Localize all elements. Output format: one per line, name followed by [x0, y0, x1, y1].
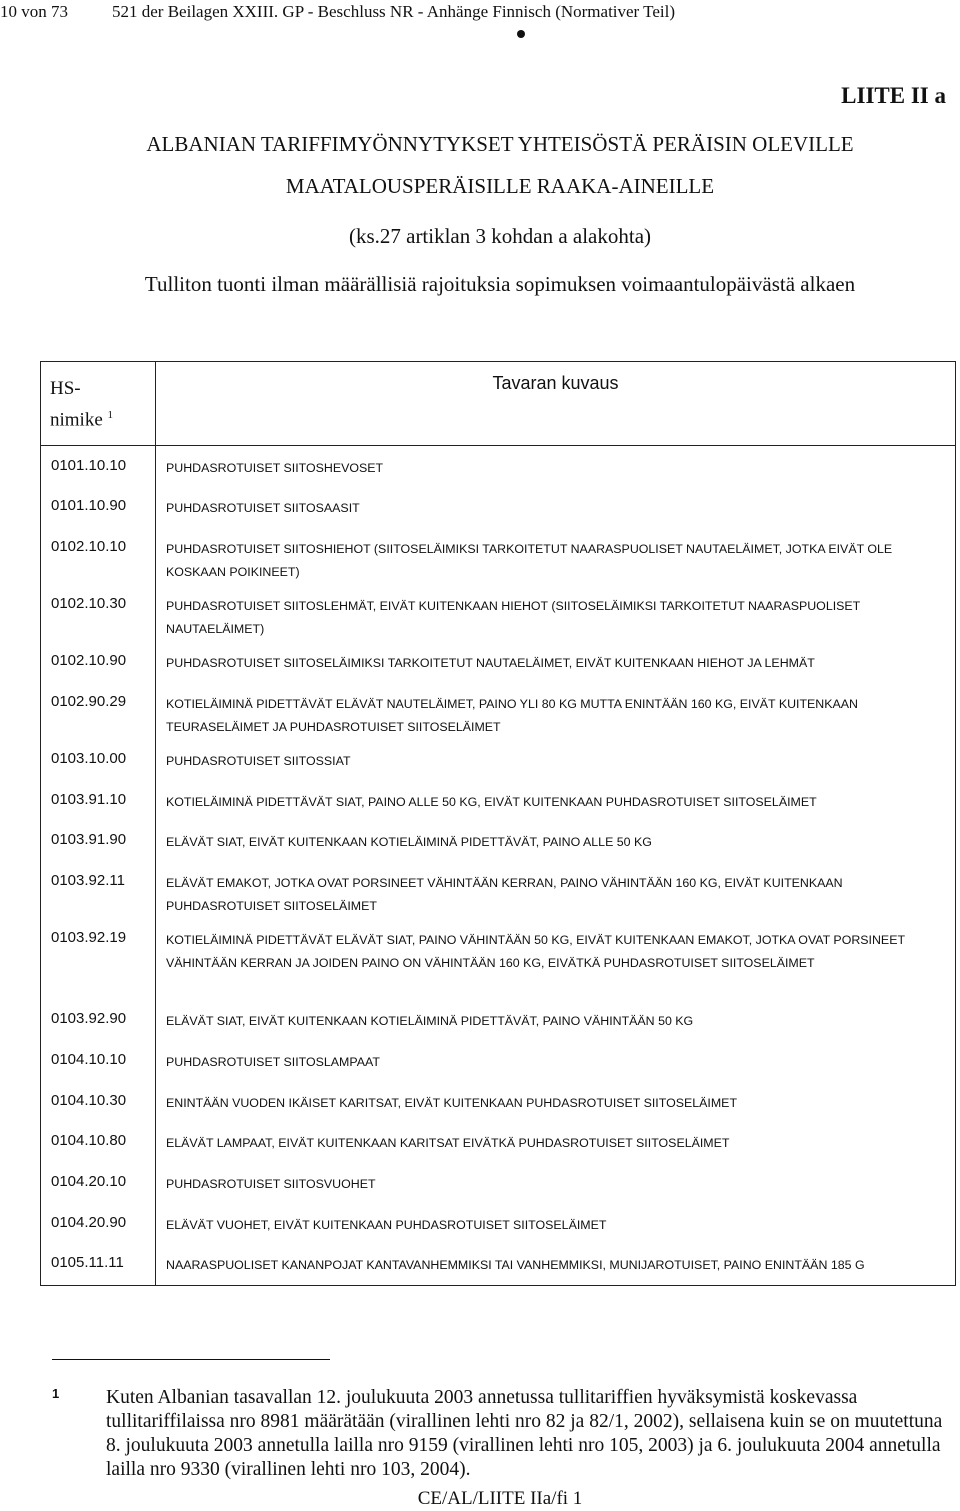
hs-code: 0103.92.11: [51, 872, 125, 889]
goods-description: PUHDASROTUISET SIITOSAASIT: [166, 501, 360, 515]
goods-description: KOTIELÄIMINÄ PIDETTÄVÄT SIAT, PAINO ALLE 50 KG, EIVÄT KUITENKAAN PUHDASROTUISET SIITOSELÄIMET: [166, 795, 817, 809]
hs-code: 0103.10.00: [51, 750, 127, 767]
header-hs-code: [50, 375, 113, 433]
header-hs-code-line2: nimike: [50, 409, 103, 431]
hs-code: 0101.10.90: [51, 497, 127, 514]
goods-description: ELÄVÄT SIAT, EIVÄT KUITENKAAN KOTIELÄIMINÄ PIDETTÄVÄT, PAINO VÄHINTÄÄN 50 KG: [166, 1014, 694, 1028]
page-reference: CE/AL/LIITE IIa/fi 1: [417, 1488, 583, 1509]
title-line-2: MAATALOUSPERÄISILLE RAAKA-AINEILLE: [285, 174, 715, 198]
goods-description: KOTIELÄIMINÄ PIDETTÄVÄT ELÄVÄT NAUTELÄIMET, PAINO YLI 80 KG MUTTA ENINTÄÄN 160 KG, EIVÄT KUITENKAAN TEURASELÄIMET JA PUHDASROTUISET SIITOSELÄIMET: [166, 697, 858, 734]
goods-description: PUHDASROTUISET SIITOSLEHMÄT, EIVÄT KUITENKAAN HIEHOT (SIITOSELÄIMIKSI TARKOITETUT NAARASPUOLISET NAUTAELÄIMET): [166, 599, 861, 636]
goods-description: NAARASPUOLISET KANANPOJAT KANTAVANHEMMIKSI TAI VANHEMMIKSI, MUNIJAROTUISET, PAINO ENINTÄÄN 185 G: [166, 1258, 865, 1272]
goods-description: ELÄVÄT SIAT, EIVÄT KUITENKAAN KOTIELÄIMINÄ PIDETTÄVÄT, PAINO ALLE 50 KG: [166, 835, 652, 849]
hs-code: 0103.92.19: [51, 929, 127, 946]
goods-description: PUHDASROTUISET SIITOSVUOHET: [166, 1177, 376, 1191]
title-line-1: ALBANIAN TARIFFIMYÖNNYTYKSET YHTEISÖSTÄ PERÄISIN OLEVILLE: [146, 132, 854, 156]
header-divider: [41, 445, 955, 446]
header-hs-code-line1: HS-: [50, 378, 81, 399]
footnote-divider: [52, 1359, 330, 1360]
hs-code: 0101.10.10: [51, 457, 127, 474]
hs-code: 0102.90.29: [51, 693, 127, 710]
annex-label: LIITE II a: [841, 83, 946, 108]
hs-code: 0104.10.30: [51, 1092, 127, 1109]
hs-code: 0103.91.90: [51, 831, 127, 848]
footnote-number: 1: [52, 1386, 60, 1401]
goods-description: KOTIELÄIMINÄ PIDETTÄVÄT ELÄVÄT SIAT, PAINO VÄHINTÄÄN 50 KG, EIVÄT KUITENKAAN EMAKOT, JOTKA OVAT PORSINEET VÄHINTÄÄN KERRAN JA JOIDEN PAINO ON VÄHINTÄÄN 160 KG, EIVÄTKÄ PUHDASROTUISET SIITOSELÄIMET: [166, 933, 905, 970]
tariff-table: [40, 361, 956, 1286]
hs-code: 0104.20.90: [51, 1214, 127, 1231]
goods-description: PUHDASROTUISET SIITOSLAMPAAT: [166, 1055, 380, 1069]
goods-description: PUHDASROTUISET SIITOSHIEHOT (SIITOSELÄIMIKSI TARKOITETUT NAARASPUOLISET NAUTAELÄIMET, JOTKA EIVÄT OLE KOSKAAN POIKINEET): [166, 542, 893, 579]
goods-description: PUHDASROTUISET SIITOSELÄIMIKSI TARKOITETUT NAUTAELÄIMET, EIVÄT KUITENKAAN HIEHOT JA LEHMÄT: [166, 656, 815, 670]
header-description: Tavaran kuvaus: [492, 373, 619, 393]
hs-code: 0104.20.10: [51, 1173, 127, 1190]
title-line-3: (ks.27 artiklan 3 kohdan a alakohta): [348, 224, 652, 248]
page-header: [0, 2, 675, 22]
goods-description: ENINTÄÄN VUODEN IKÄISET KARITSAT, EIVÄT KUITENKAAN PUHDASROTUISET SIITOSELÄIMET: [166, 1096, 738, 1110]
hs-code: 0102.10.90: [51, 652, 127, 669]
goods-description: ELÄVÄT VUOHET, EIVÄT KUITENKAAN PUHDASROTUISET SIITOSELÄIMET: [166, 1218, 607, 1232]
column-divider: [155, 362, 156, 1285]
goods-description: ELÄVÄT LAMPAAT, EIVÄT KUITENKAAN KARITSAT EIVÄTKÄ PUHDASROTUISET SIITOSELÄIMET: [166, 1136, 730, 1150]
goods-description: PUHDASROTUISET SIITOSSIAT: [166, 754, 351, 768]
hs-code: 0102.10.10: [51, 538, 127, 555]
hs-code: 0103.92.90: [51, 1010, 127, 1027]
title-line-4: Tulliton tuonti ilman määrällisiä rajoituksia sopimuksen voimaantulopäivästä alkaen: [144, 272, 856, 296]
hs-code: 0103.91.10: [51, 791, 127, 808]
page-number: 10 von 73: [0, 2, 68, 21]
hs-code: 0105.11.11: [51, 1254, 124, 1271]
hs-code: 0102.10.30: [51, 595, 127, 612]
hs-code: 0104.10.80: [51, 1132, 127, 1149]
hs-code: 0104.10.10: [51, 1051, 127, 1068]
bullet-icon: [517, 30, 525, 38]
document-title: 521 der Beilagen XXIII. GP - Beschluss NR - Anhänge Finnisch (Normativer Teil): [112, 2, 676, 21]
footnote-text: Kuten Albanian tasavallan 12. joulukuuta 2003 annetussa tullitariffien hyväksymistä koskevassa tullitariffilaissa nro 8981 määrätään (virallinen lehti nro 82 ja 82/1, 2002), sellaisena kuin se on muutettuna 8. joulukuuta 2003 annetulla lailla nro 9159 (virallinen lehti nro 105, 2003) ja 6. joulukuuta 2004 annetulla lailla nro 9330 (virallinen lehti nro 103, 2004).: [106, 1387, 943, 1480]
goods-description: ELÄVÄT EMAKOT, JOTKA OVAT PORSINEET VÄHINTÄÄN KERRAN, PAINO VÄHINTÄÄN 160 KG, EIVÄT KUITENKAAN PUHDASROTUISET SIITOSELÄIMET: [166, 876, 843, 913]
goods-description: PUHDASROTUISET SIITOSHEVOSET: [166, 461, 384, 475]
footnote-ref: 1: [107, 409, 114, 421]
